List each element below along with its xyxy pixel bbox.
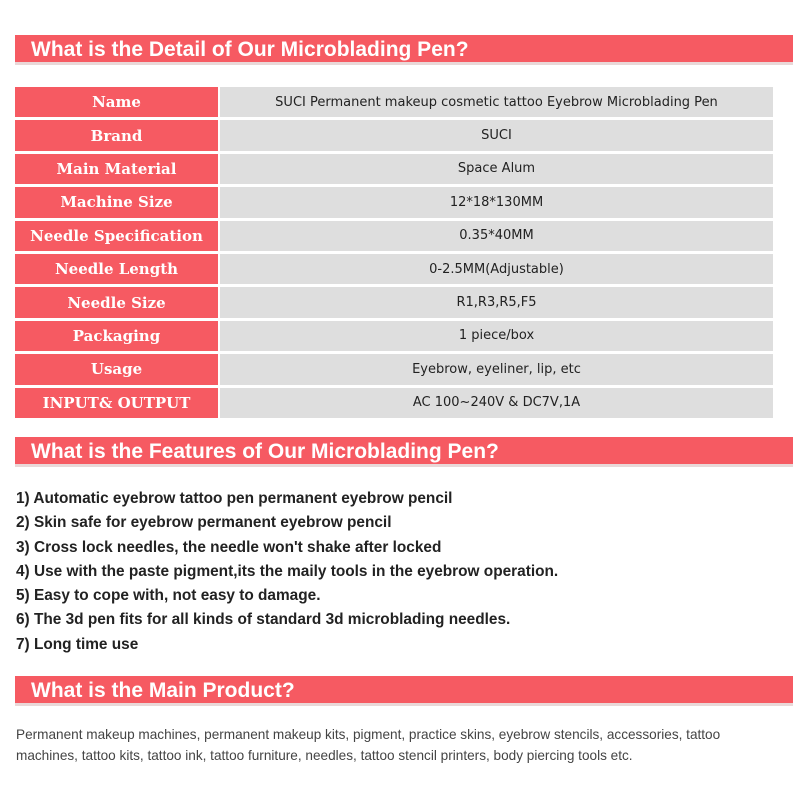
spec-row-machine-size [15, 187, 773, 217]
feature-item: 7) Long time use [16, 635, 139, 653]
spec-value: 12*18*130MM [220, 187, 773, 217]
spec-value: R1,R3,R5,F5 [220, 287, 773, 317]
spec-label: Usage [15, 354, 220, 384]
product-section-title: What is the Main Product? [31, 679, 295, 702]
spec-row-input-output [15, 388, 773, 418]
product-section-banner [15, 676, 793, 706]
spec-value: SUCI Permanent makeup cosmetic tattoo Eyebrow Microblading Pen [220, 87, 773, 117]
spec-value: Eyebrow, eyeliner, lip, etc [220, 354, 773, 384]
detail-section-title: What is the Detail of Our Microblading Pen? [31, 38, 469, 61]
spec-label: Needle Specification [15, 221, 220, 251]
spec-label: Brand [15, 120, 220, 150]
spec-label: Name [15, 87, 220, 117]
spec-label: INPUT& OUTPUT [15, 388, 220, 418]
spec-row-brand [15, 120, 773, 150]
feature-item: 6) The 3d pen fits for all kinds of standard 3d microblading needles. [16, 611, 511, 629]
spec-value: SUCI [220, 120, 773, 150]
spec-row-material [15, 154, 773, 184]
spec-label: Needle Length [15, 254, 220, 284]
detail-section-banner [15, 35, 793, 65]
spec-row-needle-spec [15, 221, 773, 251]
main-product-description: Permanent makeup machines, permanent makeup kits, pigment, practice skins, eyebrow stencils, accessories, tattoo machines, tattoo kits, tattoo ink, tattoo furniture, needles, tattoo stencil printers, body piercing tools etc. [16, 727, 721, 763]
features-list [16, 487, 558, 657]
spec-label: Machine Size [15, 187, 220, 217]
spec-label: Main Material [15, 154, 220, 184]
features-section-title: What is the Features of Our Microblading Pen? [31, 440, 499, 463]
features-section-banner [15, 437, 793, 467]
feature-item: 3) Cross lock needles, the needle won't shake after locked [16, 538, 442, 556]
spec-value: 0-2.5MM(Adjustable) [220, 254, 773, 284]
spec-row-needle-size [15, 287, 773, 317]
spec-value: 0.35*40MM [220, 221, 773, 251]
feature-item: 2) Skin safe for eyebrow permanent eyebrow pencil [16, 514, 392, 532]
spec-value: 1 piece/box [220, 321, 773, 351]
spec-value: Space Alum [220, 154, 773, 184]
spec-label: Packaging [15, 321, 220, 351]
spec-label: Needle Size [15, 287, 220, 317]
spec-row-name [15, 87, 773, 117]
spec-value: AC 100~240V & DC7V,1A [220, 388, 773, 418]
spec-row-needle-length [15, 254, 773, 284]
feature-item: 5) Easy to cope with, not easy to damage. [16, 587, 321, 605]
spec-table [15, 84, 773, 421]
feature-item: 1) Automatic eyebrow tattoo pen permanent eyebrow pencil [16, 490, 453, 507]
spec-row-packaging [15, 321, 773, 351]
feature-item: 4) Use with the paste pigment,its the maily tools in the eyebrow operation. [16, 562, 559, 580]
spec-row-usage [15, 354, 773, 384]
